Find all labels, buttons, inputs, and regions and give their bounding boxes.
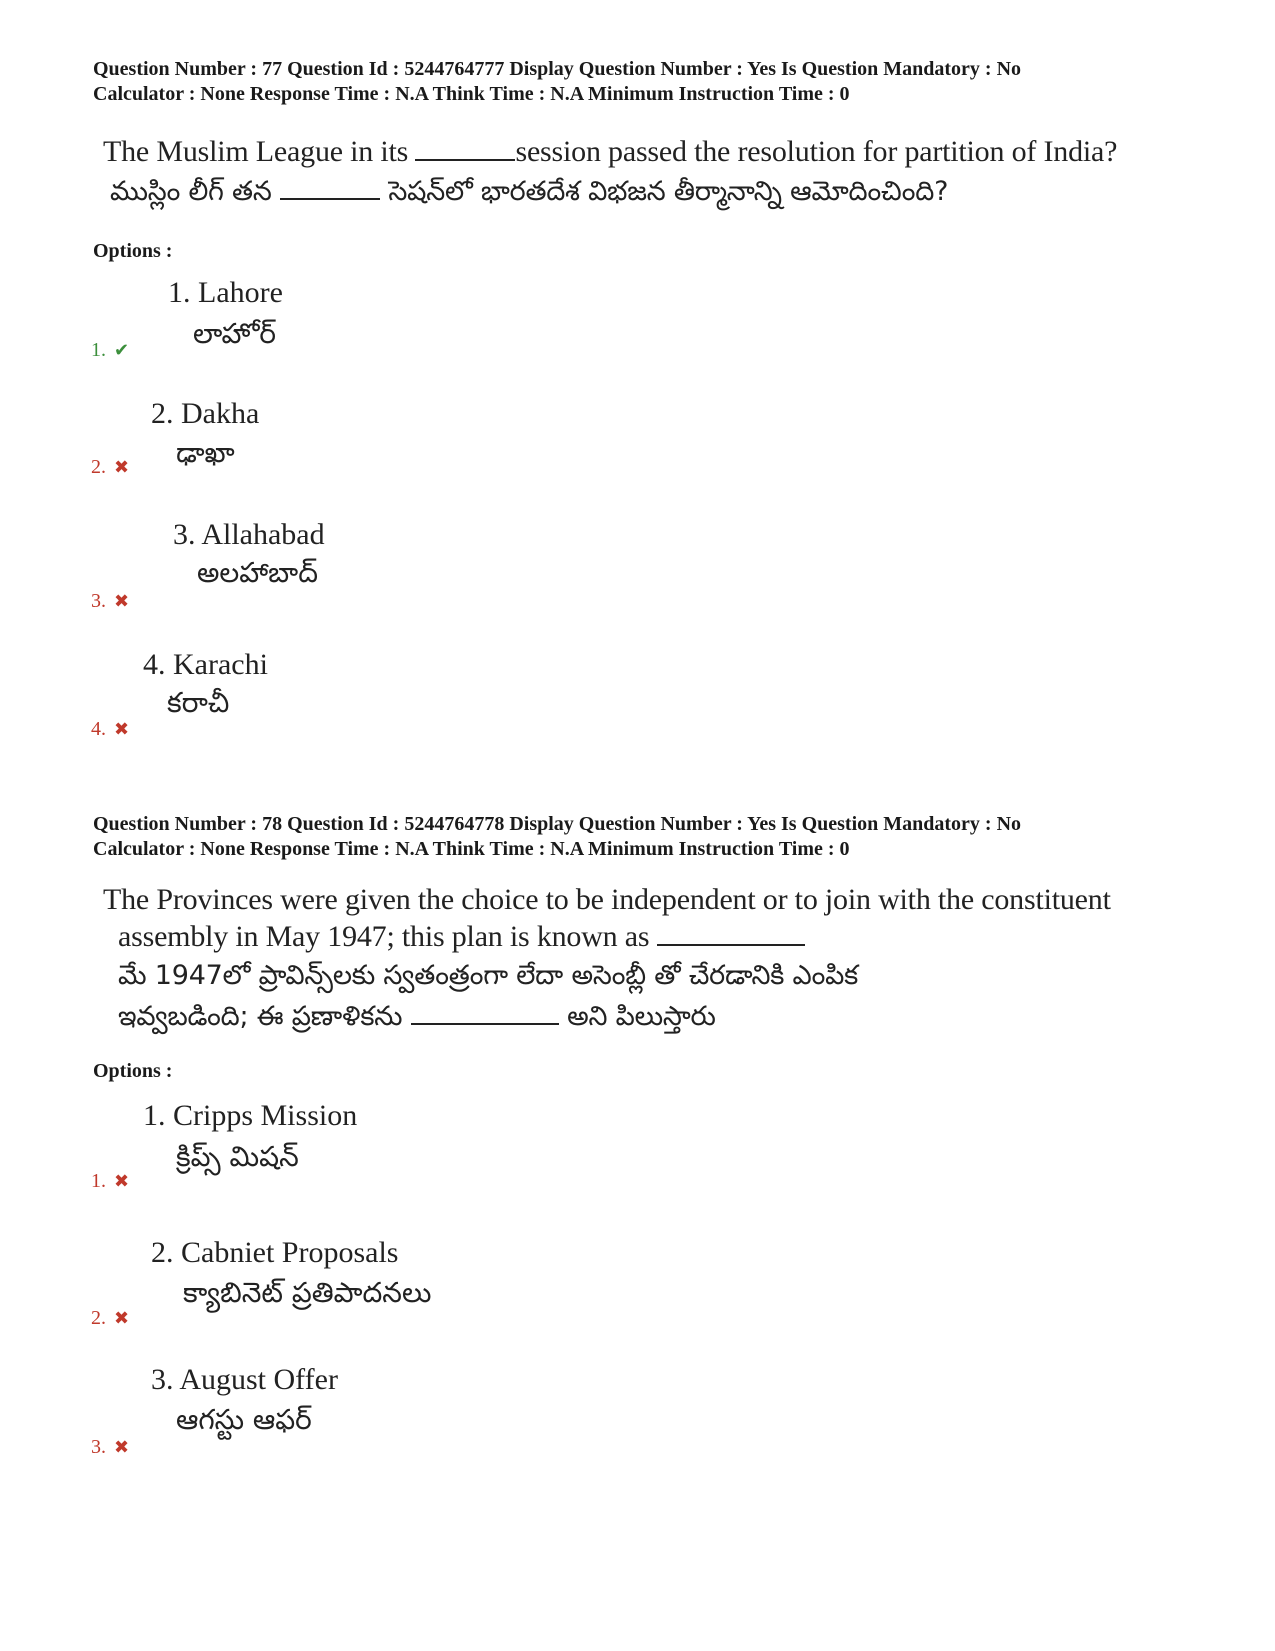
question-text-te-part2: సెషన్‌లో భారతదేశ విభజన తీర్మానాన్ని ఆమోదించింది? xyxy=(388,176,949,207)
question-text-te-part1: ముస్లిం లీగ్ తన xyxy=(110,176,272,207)
option-number: 2. xyxy=(91,1307,106,1329)
answer-blank xyxy=(411,997,559,1025)
cross-icon: ✖ xyxy=(114,591,130,612)
option-text-te: లాహోర్ xyxy=(193,317,276,350)
options-label: Options : xyxy=(93,240,173,262)
cross-icon: ✖ xyxy=(114,1437,130,1458)
question-text-en-part1: The Muslim League in its xyxy=(103,135,409,168)
option-marker xyxy=(91,1436,129,1459)
option-marker xyxy=(91,456,129,479)
option-text-en: 3. Allahabad xyxy=(173,518,325,551)
question-text-en-line2 xyxy=(118,918,805,955)
option-number: 2. xyxy=(91,456,106,478)
cross-icon: ✖ xyxy=(114,719,130,740)
option-text-en: 2. Cabniet Proposals xyxy=(151,1236,399,1269)
answer-blank xyxy=(657,918,805,946)
option-number: 3. xyxy=(91,590,106,612)
option-marker xyxy=(91,1307,129,1330)
check-icon: ✔ xyxy=(114,340,130,361)
option-marker xyxy=(91,1170,129,1193)
question-text-te-line1: మే 1947లో ప్రావిన్స్‌లకు స్వతంత్రంగా లేదా అసెంబ్లీ తో చేరడానికి ఎంపిక xyxy=(118,960,859,991)
option-marker xyxy=(91,339,129,362)
question-text-en-line2-text: assembly in May 1947; this plan is known as xyxy=(118,920,650,953)
question-meta-line1: Question Number : 78 Question Id : 5244764778 Display Question Number : Yes Is Question Mandatory : No xyxy=(93,813,1022,835)
question-text-en xyxy=(103,133,1117,170)
option-text-te: కరాచీ xyxy=(167,686,230,719)
option-text-te: క్రిప్స్ మిషన్ xyxy=(176,1140,299,1173)
question-text-te-line2-part2: అని పిలుస్తారు xyxy=(567,1001,716,1032)
option-text-te: ఢాఖా xyxy=(176,436,235,469)
option-text-en: 4. Karachi xyxy=(143,648,268,681)
option-marker xyxy=(91,718,129,741)
cross-icon: ✖ xyxy=(114,1308,130,1329)
option-text-te: క్యాబినెట్ ప్రతిపాదనలు xyxy=(183,1276,432,1309)
answer-blank xyxy=(280,172,380,200)
option-text-en: 1. Lahore xyxy=(168,276,283,309)
cross-icon: ✖ xyxy=(114,1171,130,1192)
cross-icon: ✖ xyxy=(114,457,130,478)
question-text-te-line2-part1: ఇవ్వబడింది; ఈ ప్రణాళికను xyxy=(118,1001,403,1032)
question-meta-line2: Calculator : None Response Time : N.A Think Time : N.A Minimum Instruction Time : 0 xyxy=(93,83,850,105)
option-marker xyxy=(91,590,129,613)
question-text-te xyxy=(110,172,948,210)
options-label: Options : xyxy=(93,1060,173,1082)
question-meta-line1: Question Number : 77 Question Id : 5244764777 Display Question Number : Yes Is Question Mandatory : No xyxy=(93,58,1022,80)
question-text-en-line1: The Provinces were given the choice to be independent or to join with the constituent xyxy=(103,883,1111,916)
option-number: 3. xyxy=(91,1436,106,1458)
answer-blank xyxy=(415,133,515,161)
option-text-en: 2. Dakha xyxy=(151,397,260,430)
question-text-te-line2 xyxy=(118,997,716,1035)
option-number: 4. xyxy=(91,718,106,740)
option-text-en: 1. Cripps Mission xyxy=(143,1099,358,1132)
option-number: 1. xyxy=(91,339,106,361)
option-text-en: 3. August Offer xyxy=(151,1363,338,1396)
question-text-en-part2: session passed the resolution for partition of India? xyxy=(515,135,1118,168)
option-text-te: అలహాబాద్ xyxy=(197,556,318,589)
option-number: 1. xyxy=(91,1170,106,1192)
option-text-te: ఆగస్టు ఆఫర్ xyxy=(176,1403,312,1436)
question-meta-line2: Calculator : None Response Time : N.A Think Time : N.A Minimum Instruction Time : 0 xyxy=(93,838,850,860)
